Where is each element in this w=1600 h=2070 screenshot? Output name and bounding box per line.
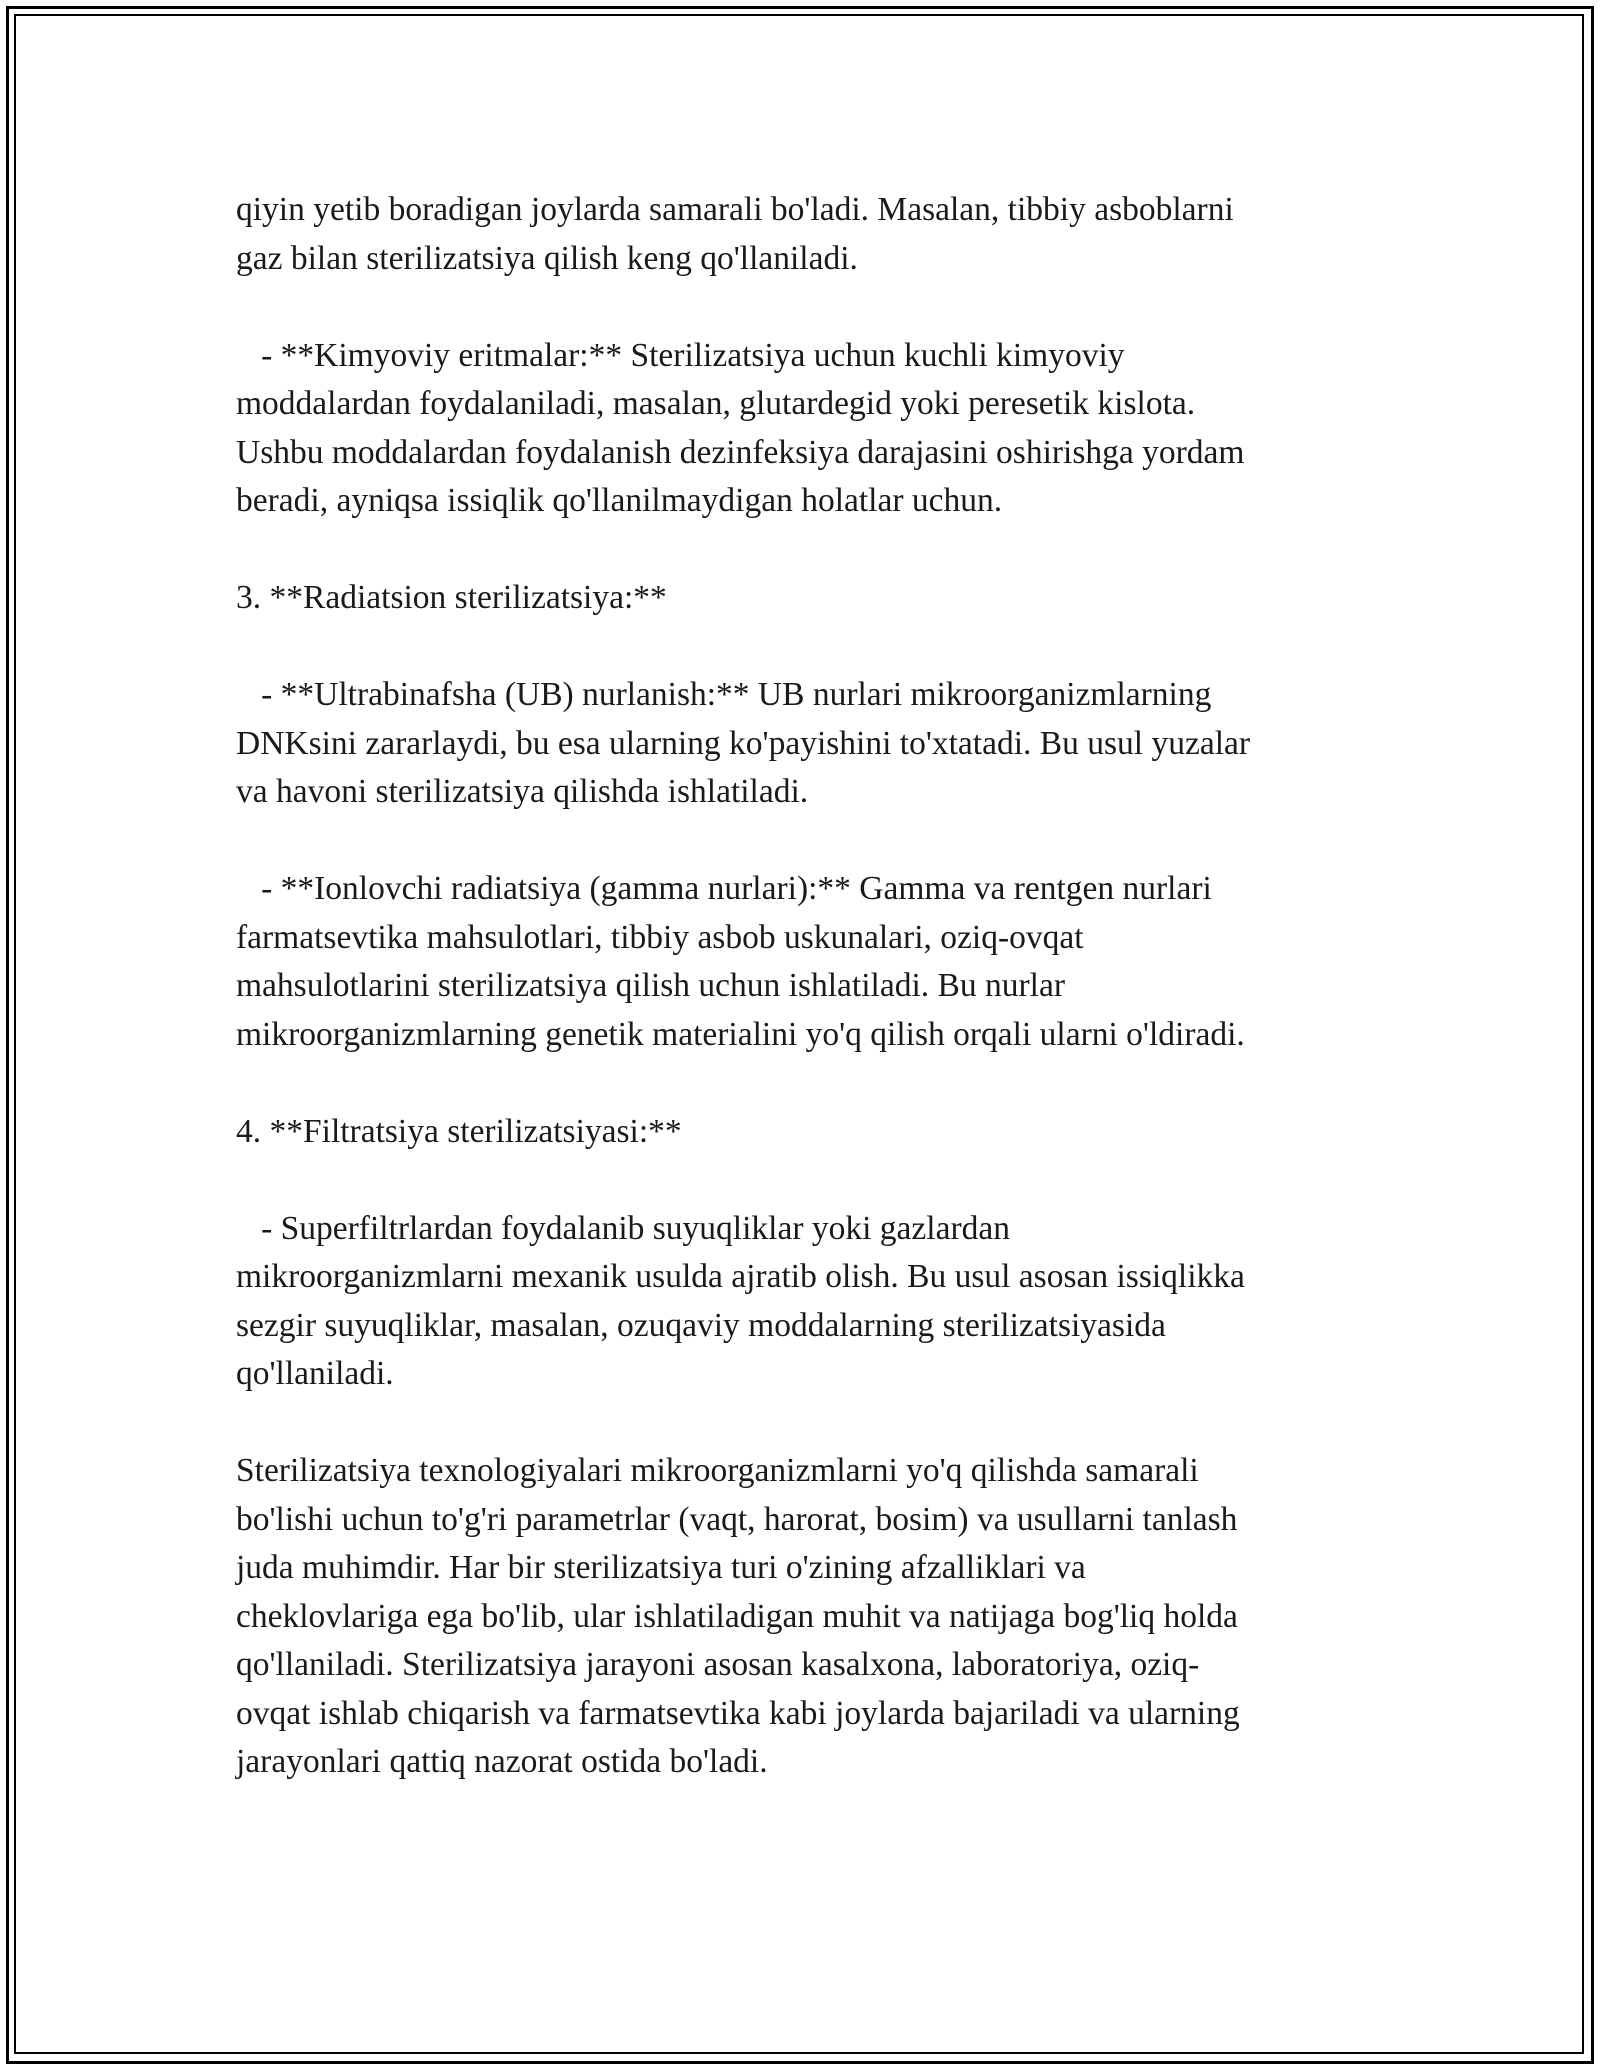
paragraph-ultraviolet <box>236 671 1366 817</box>
text-line: DNKsini zararlaydi, bu esa ularning ko'payishini to'xtatadi. Bu usul yuzalar <box>236 724 1251 762</box>
paragraph-continuation <box>236 186 1366 283</box>
paragraph-gap <box>236 1156 1366 1205</box>
document-body <box>236 186 1366 1787</box>
text-line: sezgir suyuqliklar, masalan, ozuqaviy moddalarning sterilizatsiyasida <box>236 1306 1166 1344</box>
paragraph-gap <box>236 1059 1366 1108</box>
text-line: mikroorganizmlarni mexanik usulda ajratib olish. Bu usul asosan issiqlikka <box>236 1258 1245 1295</box>
text-line: 4. **Filtratsiya sterilizatsiyasi:** <box>236 1112 682 1150</box>
paragraph-gap <box>236 817 1366 866</box>
text-line: jarayonlari qattiq nazorat ostida bo'ladi. <box>236 1743 768 1780</box>
paragraph-gap <box>236 283 1366 332</box>
text-line: mikroorganizmlarning genetik materialini yo'q qilish orqali ularni o'ldiradi. <box>236 1015 1245 1053</box>
text-line: moddalardan foydalaniladi, masalan, glutardegid yoki peresetik kislota. <box>236 385 1196 422</box>
paragraph-ionizing-radiation <box>236 865 1366 1059</box>
section-heading-filtration <box>236 1108 1366 1157</box>
text-line: - **Ionlovchi radiatsiya (gamma nurlari):** Gamma va rentgen nurlari <box>236 870 1212 907</box>
text-line: qiyin yetib boradigan joylarda samarali bo'ladi. Masalan, tibbiy asboblarni <box>236 191 1234 228</box>
text-line: qo'llaniladi. Sterilizatsiya jarayoni asosan kasalxona, laboratoriya, oziq- <box>236 1646 1200 1683</box>
text-line: 3. **Radiatsion sterilizatsiya:** <box>236 579 667 616</box>
text-line: qo'llaniladi. <box>236 1355 394 1392</box>
text-line: Ushbu moddalardan foydalanish dezinfeksiya darajasini oshirishga yordam <box>236 433 1245 471</box>
paragraph-gap <box>236 526 1366 575</box>
paragraph-gap <box>236 623 1366 672</box>
text-line: mahsulotlarini sterilizatsiya qilish uchun ishlatiladi. Bu nurlar <box>236 967 1065 1004</box>
text-line: beradi, ayniqsa issiqlik qo'llanilmaydigan holatlar uchun. <box>236 482 1003 519</box>
text-line: juda muhimdir. Har bir sterilizatsiya turi o'zining afzalliklari va <box>236 1549 1086 1586</box>
paragraph-conclusion <box>236 1447 1366 1787</box>
text-line: va havoni sterilizatsiya qilishda ishlatiladi. <box>236 773 809 810</box>
text-line: - **Kimyoviy eritmalar:** Sterilizatsiya uchun kuchli kimyoviy <box>236 336 1125 374</box>
paragraph-chemical-solutions <box>236 332 1366 526</box>
text-line: Sterilizatsiya texnologiyalari mikroorganizmlarni yo'q qilishda samarali <box>236 1452 1199 1489</box>
text-line: ovqat ishlab chiqarish va farmatsevtika kabi joylarda bajariladi va ularning <box>236 1694 1240 1732</box>
paragraph-superfilters <box>236 1205 1366 1399</box>
paragraph-gap <box>236 1399 1366 1448</box>
text-line: - **Ultrabinafsha (UB) nurlanish:** UB nurlari mikroorganizmlarning <box>236 676 1212 713</box>
section-heading-radiation <box>236 574 1366 623</box>
text-line: bo'lishi uchun to'g'ri parametrlar (vaqt, harorat, bosim) va usullarni tanlash <box>236 1500 1238 1538</box>
text-line: gaz bilan sterilizatsiya qilish keng qo'llaniladi. <box>236 239 858 277</box>
text-line: farmatsevtika mahsulotlari, tibbiy asbob uskunalari, oziq-ovqat <box>236 918 1084 956</box>
text-line: - Superfiltrlardan foydalanib suyuqliklar yoki gazlardan <box>236 1209 1010 1247</box>
text-line: cheklovlariga ega bo'lib, ular ishlatiladigan muhit va natijaga bog'liq holda <box>236 1597 1238 1635</box>
